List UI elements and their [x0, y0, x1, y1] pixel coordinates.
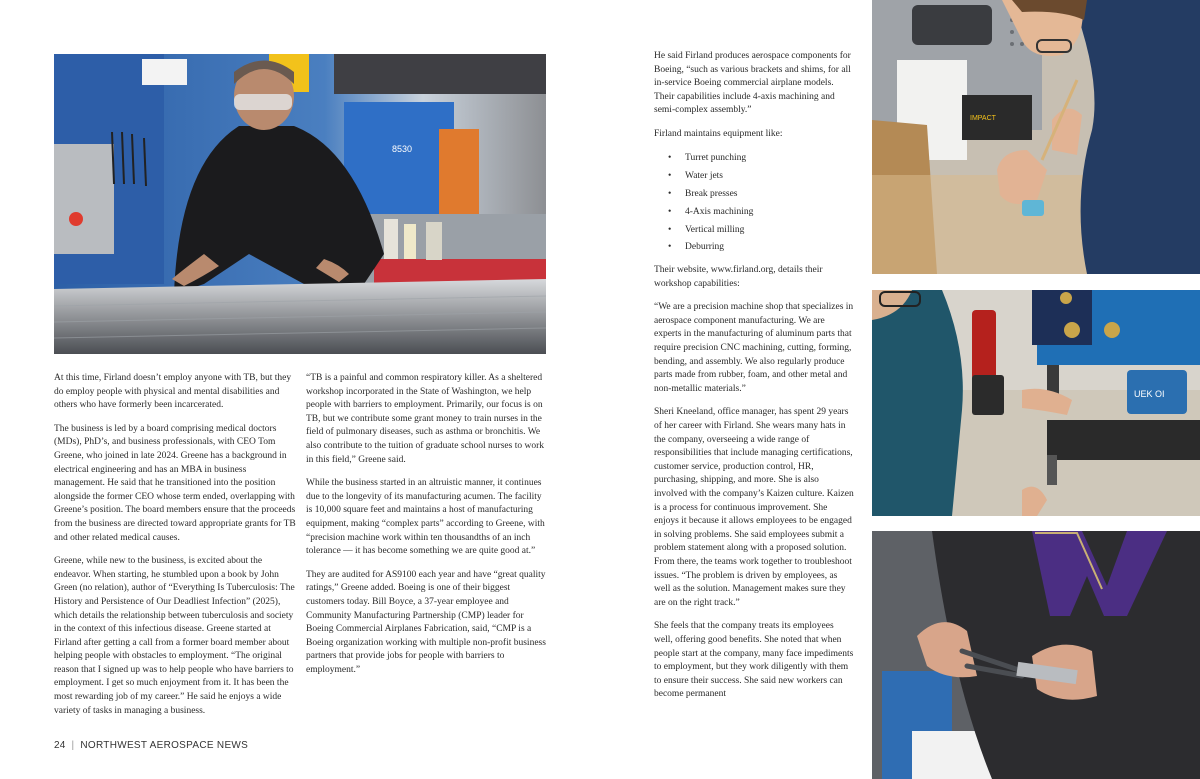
- box-label-text: IMPACT: [970, 115, 996, 122]
- paragraph: “TB is a painful and common respiratory killer. As a sheltered workshop incorporated in the State of Washington, we help people with barriers to employment. Primarily, our focus is on TB, but we contribute some grant money to train nurses in the field of pulmonary diseases, such as asthma or bronchitis. We also contribute to the tuition of graduate school nurses to work in this field,” Greene said.: [306, 373, 544, 465]
- paragraph: Their website, www.firland.org, details their workshop capabilities:: [654, 265, 823, 289]
- container-label-text: UEK OI: [1134, 389, 1165, 399]
- paragraph: She feels that the company treats its employees well, offering good benefits. She noted that when people start at the company, many face impediments to employment, but they work diligently with them to ensure their success. She said new workers can become permanent: [654, 621, 854, 700]
- list-item: • 4-Axis machining: [668, 206, 854, 220]
- photo-hands-with-tool: [872, 0, 1200, 274]
- list-item: • Break presses: [668, 188, 854, 202]
- page-footer: [54, 740, 248, 751]
- page-number: 24: [54, 740, 66, 751]
- list-item: • Vertical milling: [668, 224, 854, 238]
- paragraph: At this time, Firland doesn’t employ anyone with TB, but they do employ people with physical and mental disabilities and others who have formerly been incarcerated.: [54, 373, 292, 411]
- list-item: • Deburring: [668, 241, 854, 255]
- photo-drill-press: [872, 290, 1200, 516]
- list-item: • Water jets: [668, 170, 854, 184]
- article-column-3: [654, 50, 854, 712]
- article-column-1: [54, 372, 297, 728]
- machine-sign-text: 8530: [392, 144, 413, 154]
- photo-hands-with-pliers: [872, 531, 1200, 779]
- paragraph: Sheri Kneeland, office manager, has spent 29 years of her career with Firland. She wears many hats in the company, overseeing a wide range of responsibilities that include managing certifications, customer service, production control, HR, purchasing, shipping, and more. She is also involved with the company’s Kaizen culture. Kaizen is a process for continuous improvement. She enjoys it because it allows employees to be engaged in solving problems. She said employees submit a problem statement along with a proposed solution. From there, the teams work together to troubleshoot issues. “The problem is driven by employees, as well as the solution. Management makes sure they are on the right track.”: [654, 407, 854, 608]
- article-column-2: [306, 372, 549, 687]
- photo-worker-at-machine: [54, 54, 546, 354]
- paragraph: “We are a precision machine shop that specializes in aerospace component manufacturing. We are experts in the manufacturing of aluminum parts that require precision CNC machining, cutting, forming, bending, and assembly. We also regularly produce parts made from rubber, foam, and other metal and non-metallic materials.”: [654, 302, 854, 394]
- paragraph: They are audited for AS9100 each year and have “great quality ratings,” Greene added. Boeing is one of their biggest customers today. Bill Boyce, a 37-year employee and Community Manufacturing Partnership (CMP) leader for Boeing Commercial Airplanes Fabrication, said, “CMP is a Boeing organization working with multiple non-profit business partners that provide jobs for people with barriers to employment.”: [306, 569, 546, 675]
- equipment-list: [654, 152, 854, 256]
- paragraph: The business is led by a board comprising medical doctors (MDs), PhD’s, and business professionals, with CEO Tom Greene, who joined in late 2024. Greene has a background in electrical engineering and has an MBA in business management. He said that he transitioned into the position alongside the former CEO whose term ended, overlapping with Greene’s position. The board members ensure that the proceeds from the business are directed toward appropriate grants for TB and other related medical causes.: [54, 423, 296, 543]
- paragraph: Firland maintains equipment like:: [654, 128, 783, 139]
- paragraph: He said Firland produces aerospace components for Boeing, “such as various brackets and shims, for all in-service Boeing commercial airplane models. Their capabilities include 4-axis machining and semi-complex assembly.”: [654, 51, 851, 116]
- paragraph: While the business started in an altruistic manner, it continues due to the longevity of its manufacturing acumen. The facility is 10,000 square feet and maintains a host of manufacturing equipment, making “complex parts” according to Greene, with “precision machine work within ten thousandths of an inch tolerance — it has become something we are quite good at.”: [306, 478, 545, 557]
- footer-separator: |: [71, 740, 75, 751]
- list-item: • Turret punching: [668, 152, 854, 166]
- publication-name: NORTHWEST AEROSPACE NEWS: [80, 739, 249, 752]
- paragraph: Greene, while new to the business, is excited about the endeavor. When starting, he stumbled upon a book by John Green (no relation), author of “Everything Is Tuberculosis: The History and Persistence of Our Deadliest Infection” (2025), which details the relationship between tuberculosis and society in the context of this infectious disease. Greene started at Firland after getting a call from a former board member about helping people with obstacles to employment. “The original reason that I signed up was to help people who have barriers to employment. I get so much enjoyment from it. It has been the most rewarding job of my career.” He said he enjoys a wide variety of tasks in managing a business.: [54, 556, 295, 716]
